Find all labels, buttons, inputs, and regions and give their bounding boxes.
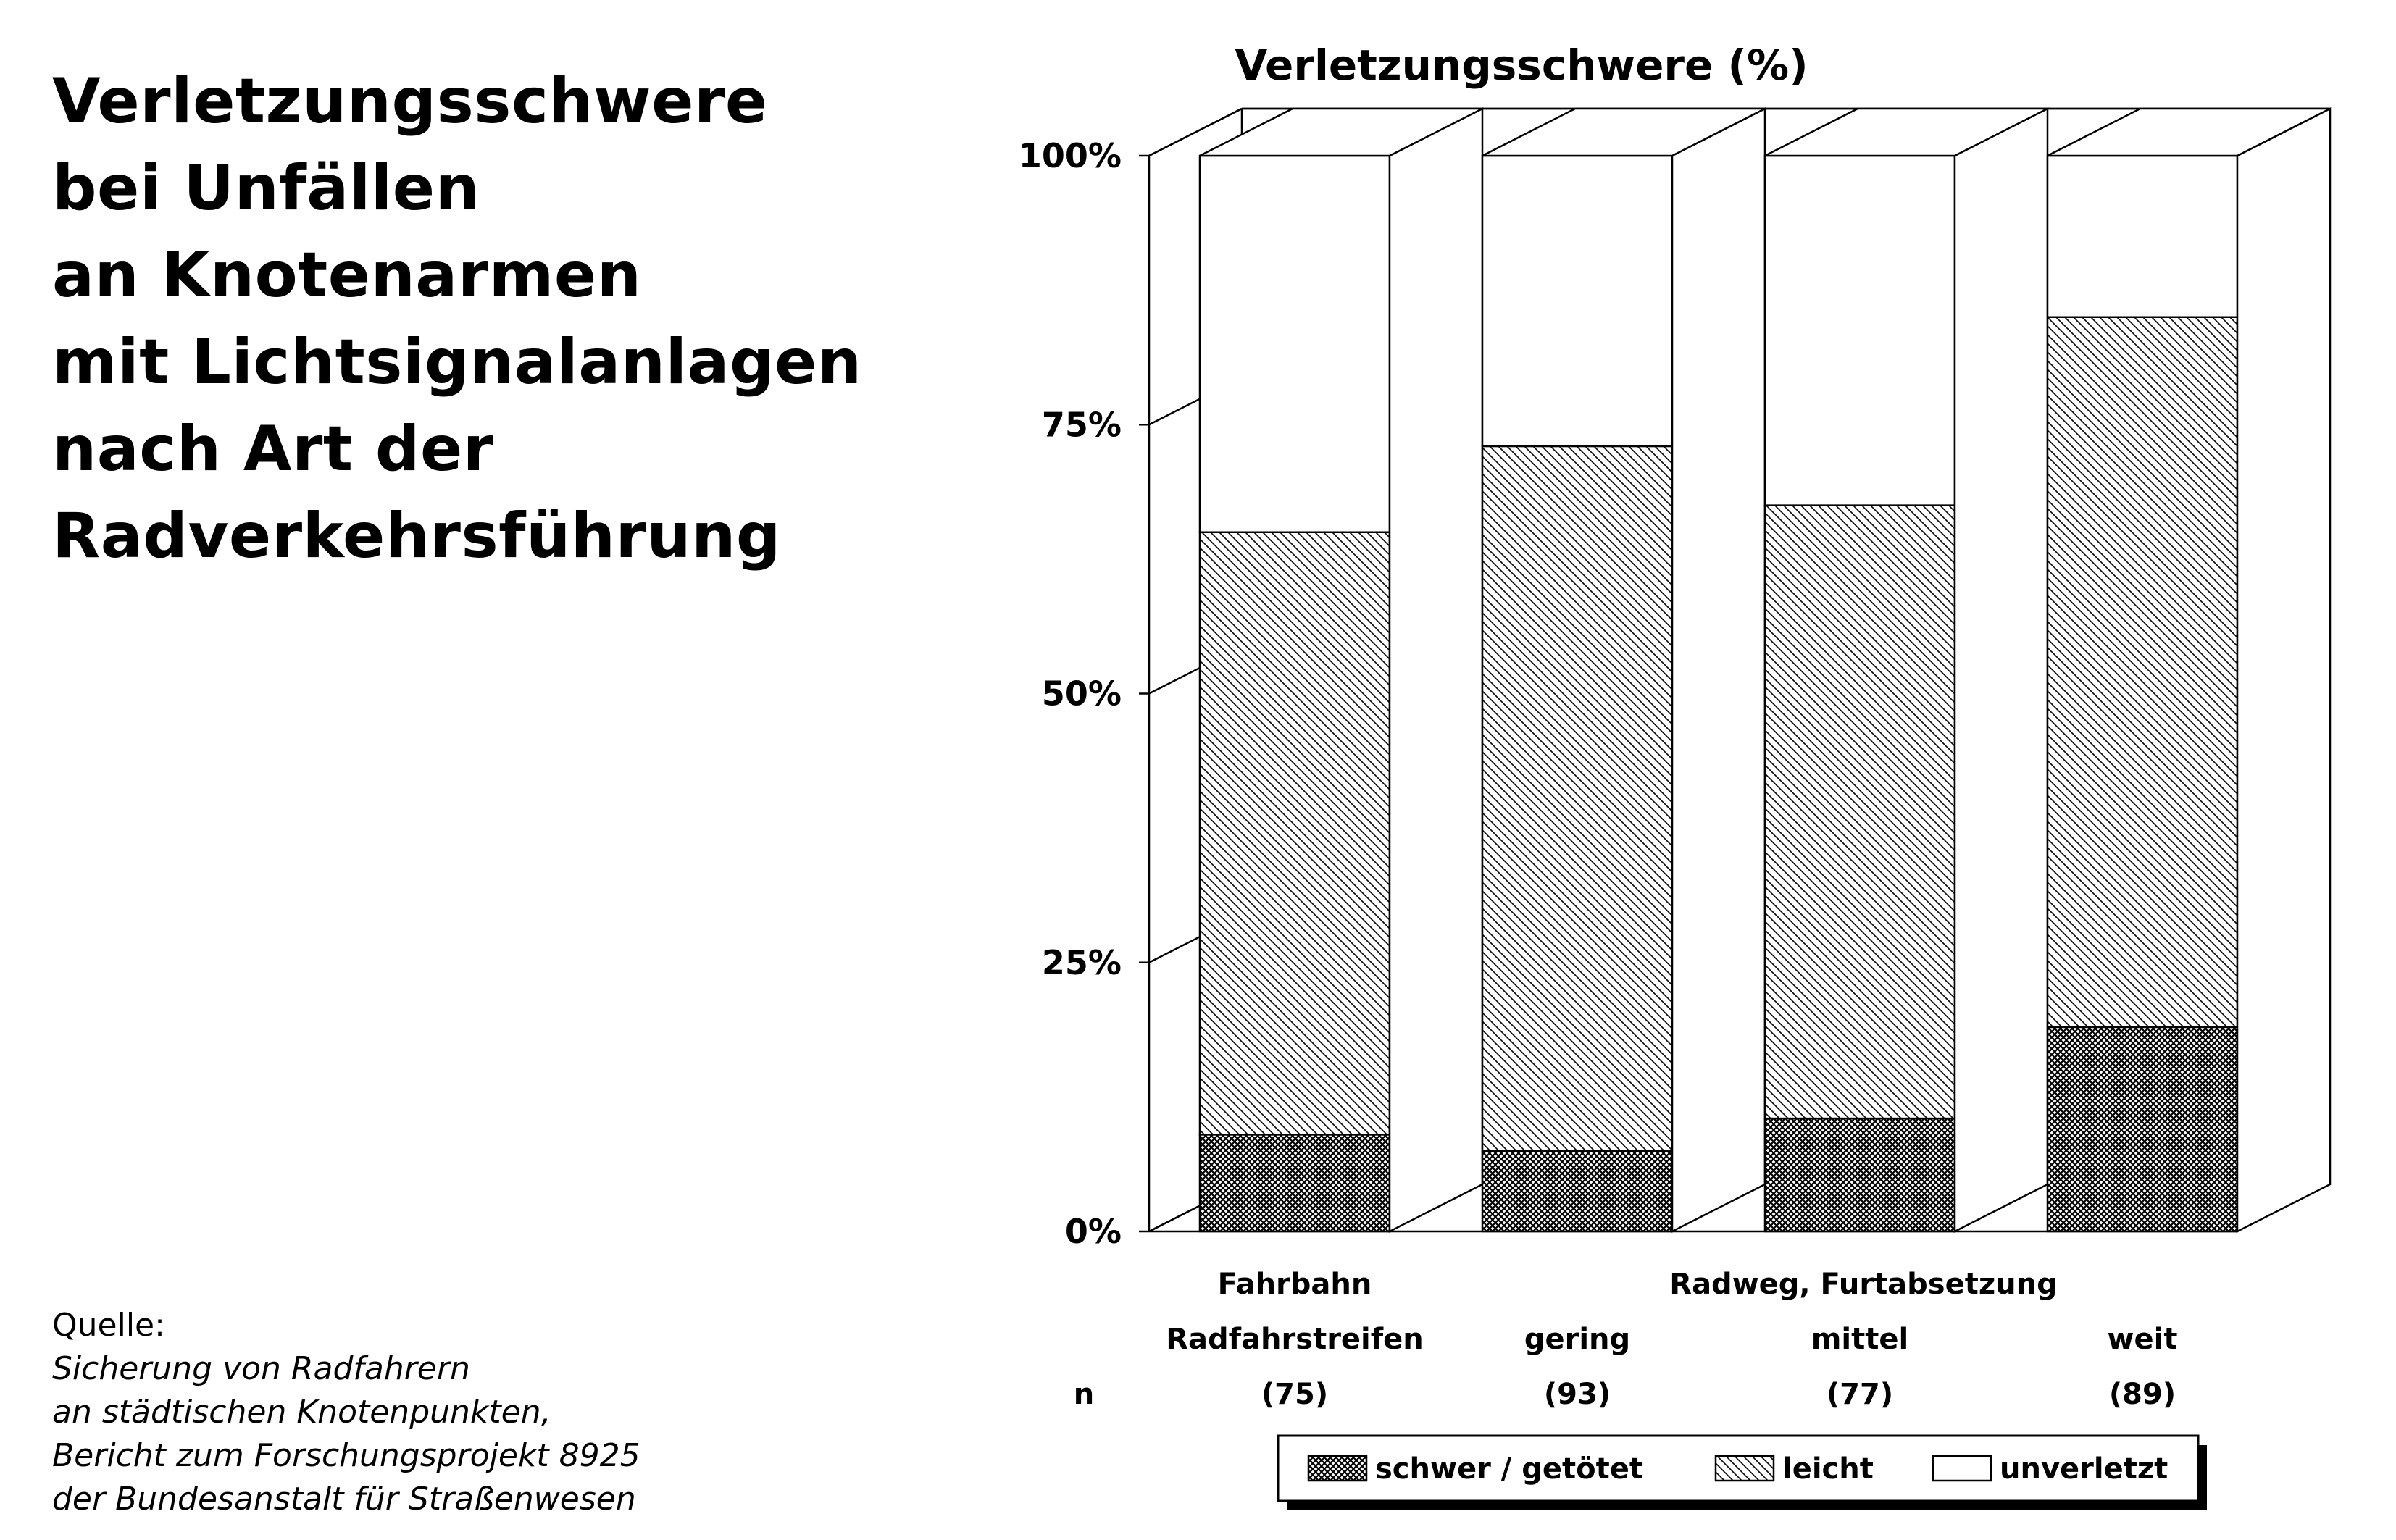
n-value: (93) [1543,1378,1611,1411]
legend-swatch [1308,1456,1366,1481]
title-line-4: mit Lichtsignalanlagen [52,326,862,398]
title-line-1: Verletzungsschwere [52,65,768,138]
title-line-2: bei Unfällen [52,152,480,225]
category-label: weit [2107,1323,2178,1356]
source-label: Quelle: [52,1307,165,1344]
bar-segment [1200,532,1390,1135]
y-tick-label: 75% [1041,405,1122,445]
title-line-6: Radverkehrsführung [52,500,781,572]
bar-segment [2048,1027,2237,1231]
bars [1200,109,2330,1231]
source-line-4: der Bundesanstalt für Straßenwesen [52,1481,636,1518]
legend [1278,1436,2207,1510]
n-value: (77) [1826,1378,1894,1411]
n-value: (89) [2108,1378,2176,1411]
y-tick-label: 25% [1041,942,1122,982]
bar-segment [1765,506,1955,1118]
n-label: n [1073,1378,1095,1411]
bar-side-face [1955,109,2048,1231]
legend-swatch [1716,1456,1774,1481]
bar-segment [1765,1118,1955,1231]
title-line-5: nach Art der [52,413,494,485]
n-value: (75) [1261,1378,1329,1411]
legend-label: unverletzt [2000,1452,2168,1486]
y-tick-label: 100% [1018,136,1122,175]
category-label: mittel [1811,1323,1909,1356]
legend-label: schwer / getötet [1375,1452,1643,1486]
category-label: Radfahrstreifen [1166,1323,1424,1356]
bar-segment [2048,317,2237,1027]
source-line-1: Sicherung von Radfahrern [52,1350,470,1387]
source-line-2: an städtischen Knotenpunkten, [52,1394,551,1431]
chart-title: Verletzungsschwere (%) [1235,41,1808,90]
bar-segment [1200,156,1390,532]
source-line-3: Bericht zum Forschungsprojekt 8925 [52,1437,640,1474]
bar-segment [2048,156,2237,317]
bar-segment [1200,1134,1390,1231]
bar-segment [1482,1151,1672,1231]
bar-segment [1482,156,1672,446]
bar-side-face [1672,109,1765,1231]
category-label: gering [1524,1323,1631,1356]
bar-segment [1765,156,1955,506]
title-line-3: an Knotenarmen [52,239,642,311]
bar-segment [1482,446,1672,1151]
bar-side-face [1390,109,1482,1231]
bar-side-face [2237,109,2330,1231]
y-tick-label: 0% [1064,1212,1122,1251]
legend-label: leicht [1782,1452,1874,1486]
y-tick-label: 50% [1041,674,1122,713]
group-label: Fahrbahn [1217,1268,1372,1301]
group-label: Radweg, Furtabsetzung [1669,1268,2058,1301]
legend-swatch [1933,1456,1991,1481]
